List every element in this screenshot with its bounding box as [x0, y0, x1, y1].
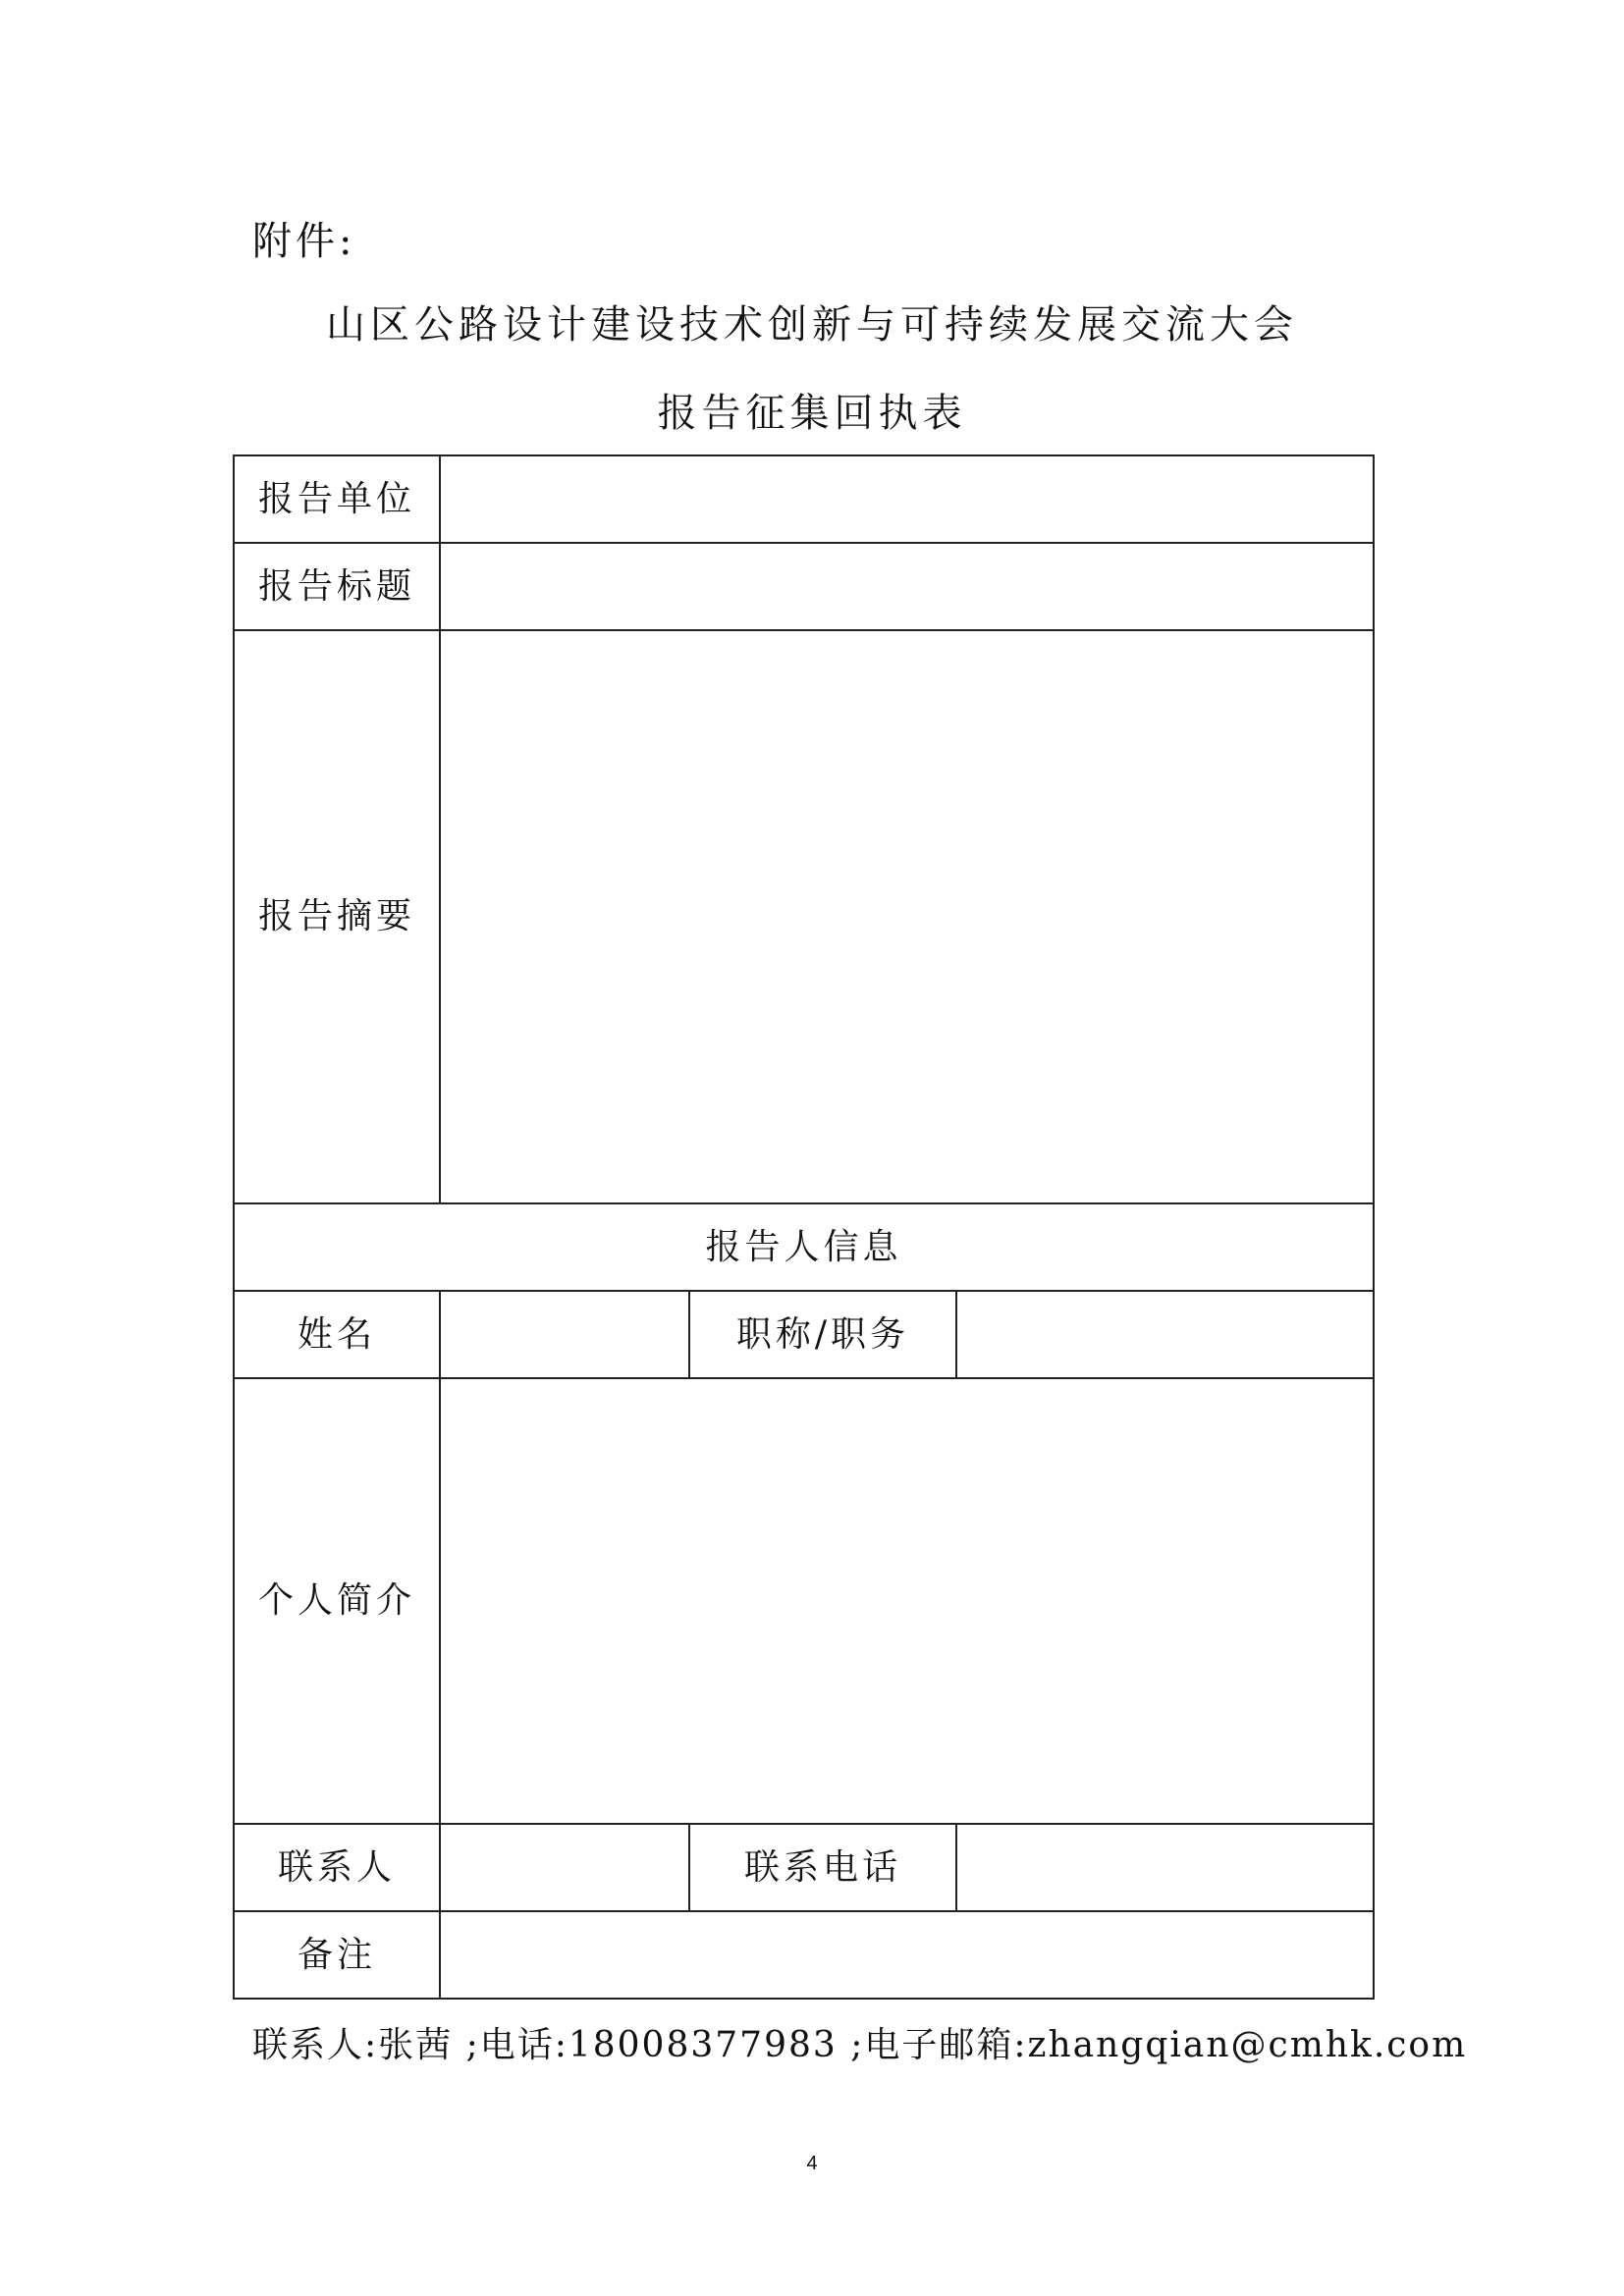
footer-contact-info: 联系人:张茜 ;电话:18008377983 ;电子邮箱:zhangqian@cmhk.com [252, 2025, 1468, 2065]
report-title-label: 报告标题 [234, 543, 440, 630]
row-name-jobtitle [234, 1291, 1374, 1378]
report-abstract-field[interactable] [440, 630, 1374, 1203]
row-report-abstract [234, 630, 1374, 1203]
document-title: 山区公路设计建设技术创新与可持续发展交流大会 [326, 302, 1298, 347]
report-unit-field[interactable] [440, 455, 1374, 543]
page-number: 4 [806, 2153, 818, 2174]
contact-person-label: 联系人 [234, 1824, 440, 1911]
row-contact [234, 1824, 1374, 1911]
row-reporter-info-heading [234, 1203, 1374, 1291]
name-label: 姓名 [234, 1291, 440, 1378]
remarks-label: 备注 [234, 1911, 440, 1999]
report-abstract-label: 报告摘要 [234, 630, 440, 1203]
row-report-unit [234, 455, 1374, 543]
contact-phone-field[interactable] [956, 1824, 1374, 1911]
remarks-field[interactable] [440, 1911, 1374, 1999]
bio-label: 个人简介 [234, 1378, 440, 1824]
report-unit-label: 报告单位 [234, 455, 440, 543]
contact-person-field[interactable] [440, 1824, 689, 1911]
attachment-label: 附件: [252, 219, 356, 264]
row-remarks [234, 1911, 1374, 1999]
job-title-label: 职称/职务 [689, 1291, 956, 1378]
bio-field[interactable] [440, 1378, 1374, 1824]
reporter-info-heading: 报告人信息 [234, 1203, 1374, 1291]
contact-phone-label: 联系电话 [689, 1824, 956, 1911]
report-title-field[interactable] [440, 543, 1374, 630]
name-field[interactable] [440, 1291, 689, 1378]
job-title-field[interactable] [956, 1291, 1374, 1378]
report-submission-form [233, 454, 1375, 2000]
form-title: 报告征集回执表 [657, 391, 967, 436]
row-report-title [234, 543, 1374, 630]
row-bio [234, 1378, 1374, 1824]
